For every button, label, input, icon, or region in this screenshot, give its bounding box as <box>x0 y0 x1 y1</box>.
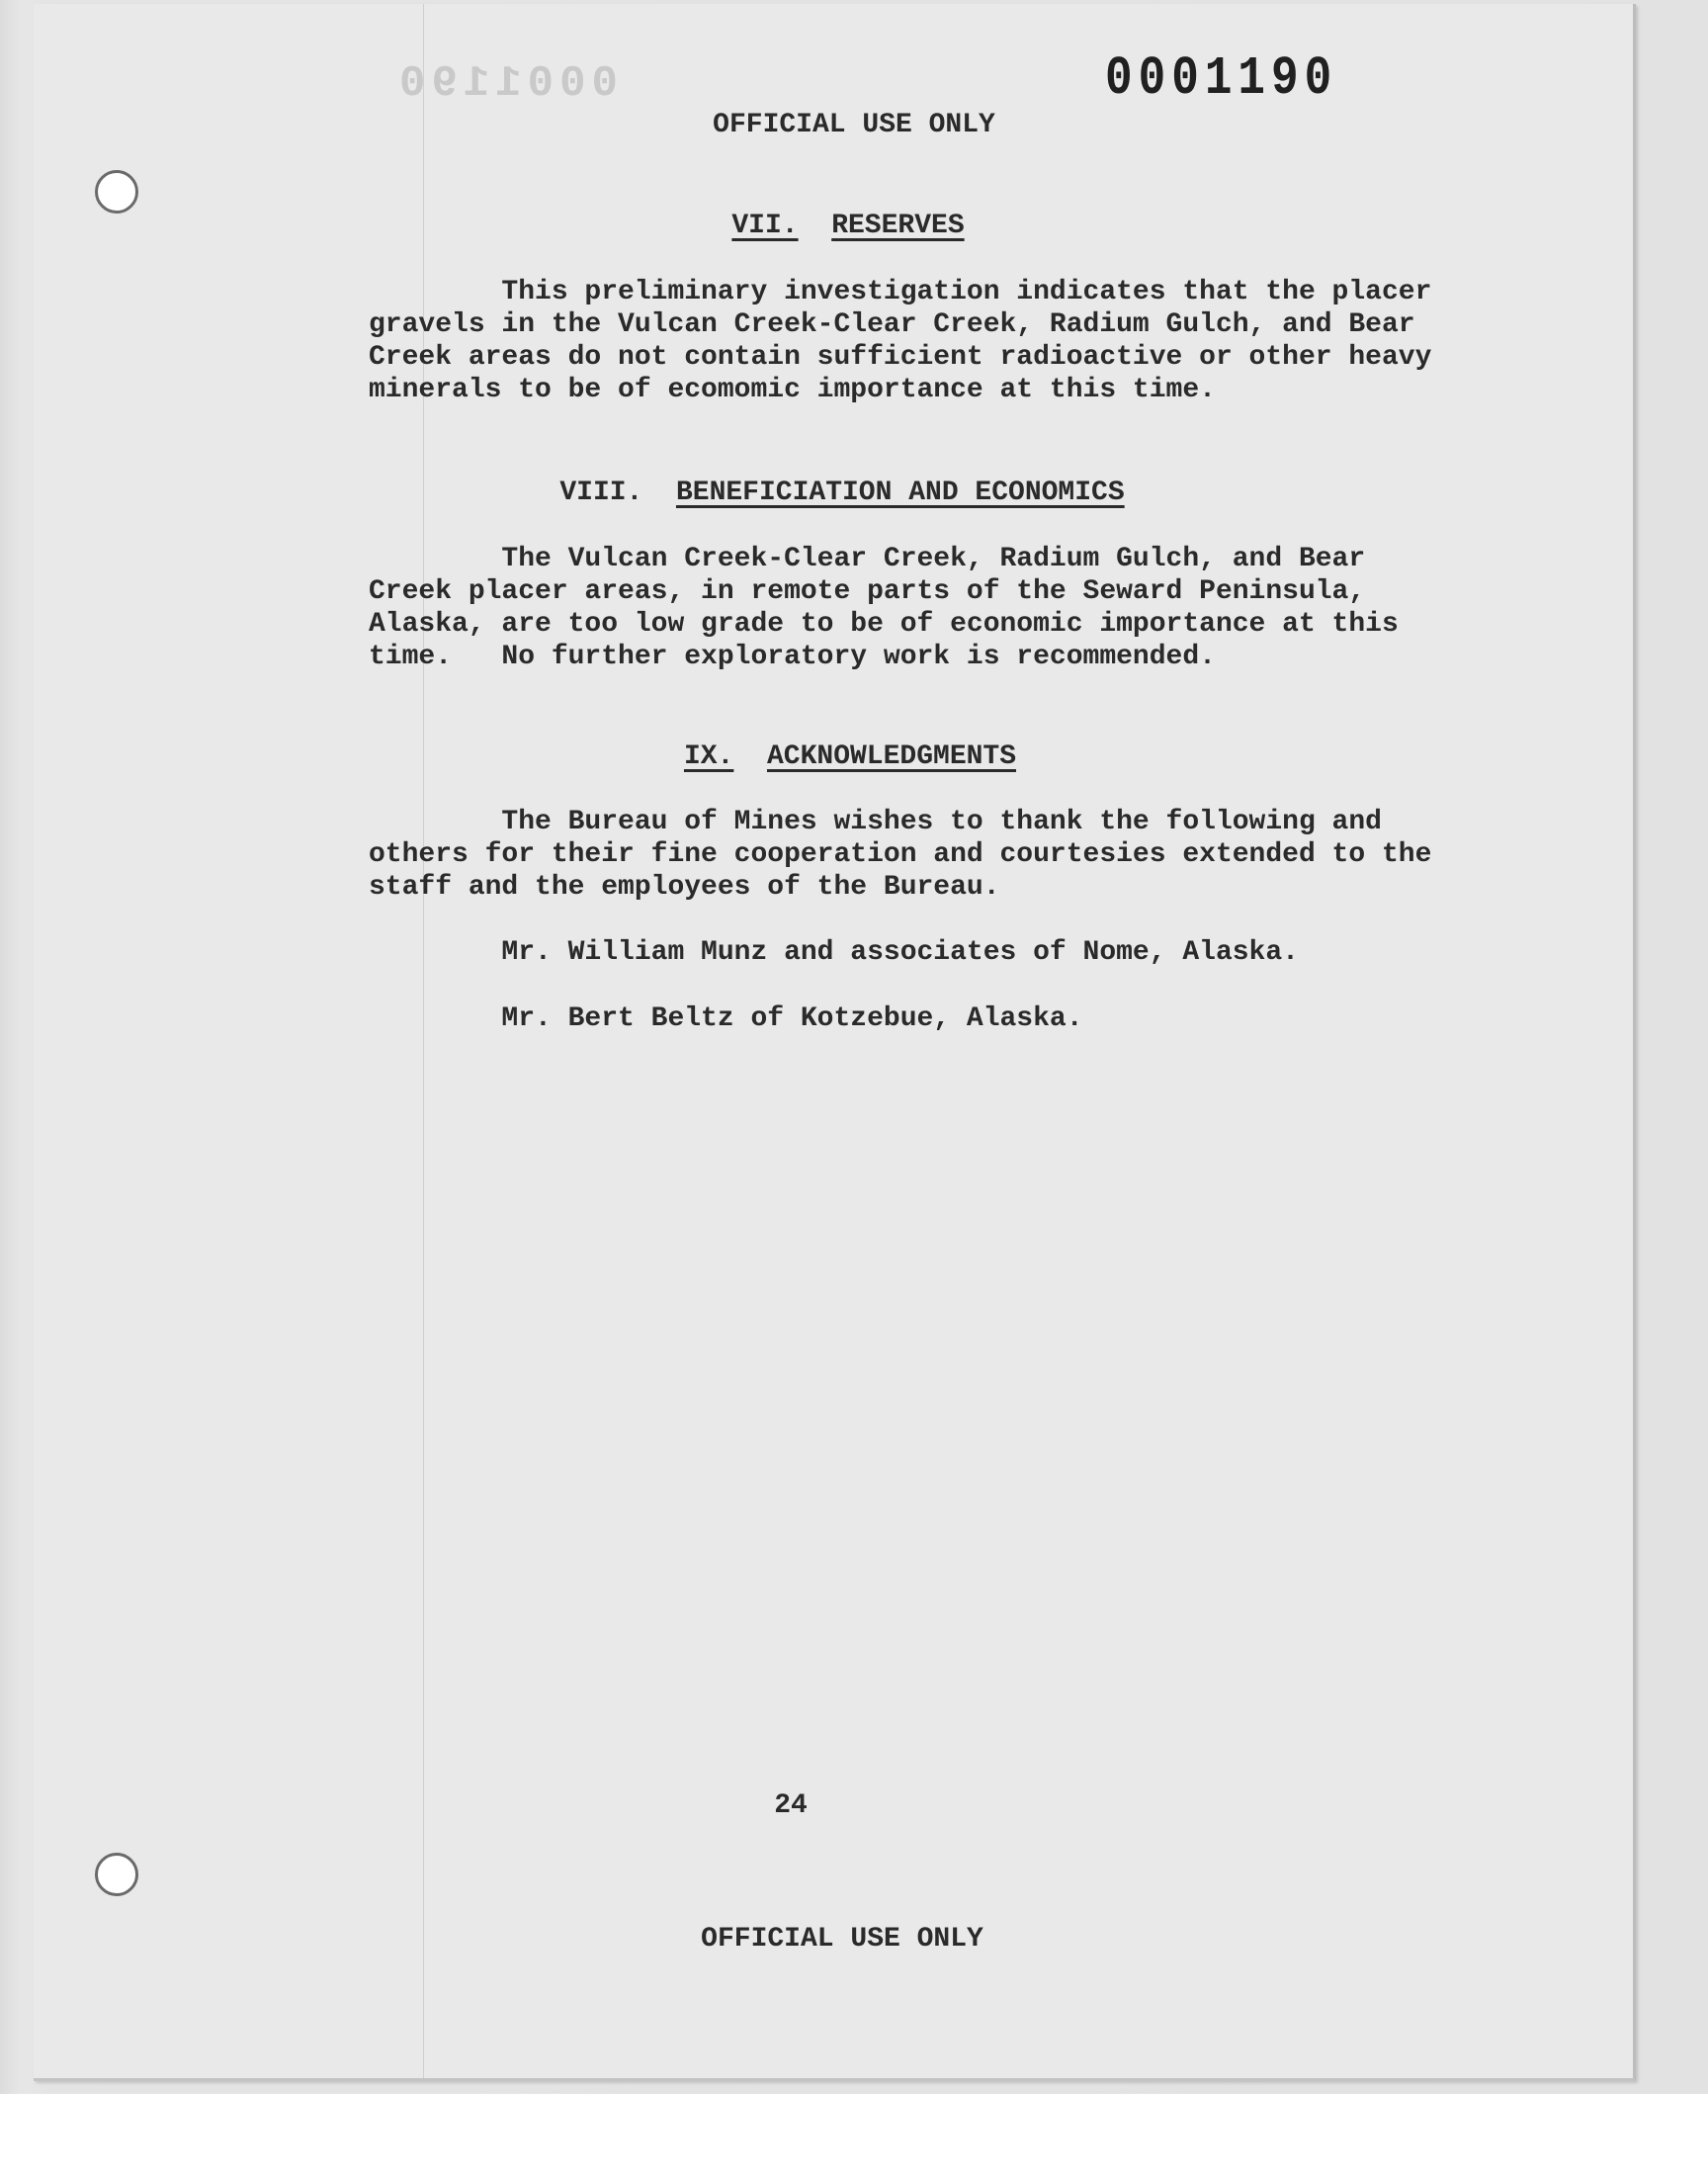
paragraph-reserves <box>369 276 1431 406</box>
text-line: Mr. Bert Beltz of Kotzebue, Alaska. <box>369 1003 1083 1034</box>
section-title: RESERVES <box>831 211 965 241</box>
page-number: 24 <box>774 1790 808 1821</box>
text-line: staff and the employees of the Bureau. <box>369 872 1000 903</box>
text-line: Mr. William Munz and associates of Nome, Alaska. <box>369 937 1299 968</box>
section-heading-acknowledgments <box>0 740 1704 773</box>
punch-hole-top <box>95 170 138 214</box>
header-classification: OFFICIAL USE ONLY <box>713 110 995 140</box>
section-heading-reserves <box>0 210 1702 242</box>
paragraph-beneficiation <box>369 543 1399 673</box>
section-numeral: VIII. <box>559 478 643 508</box>
section-numeral: VII. <box>731 211 799 241</box>
text-line: The Vulcan Creek-Clear Creek, Radium Gulch, and Bear <box>369 544 1366 574</box>
text-line: Creek placer areas, in remote parts of the Seward Peninsula, <box>369 576 1366 607</box>
text-line: time. No further exploratory work is recommended. <box>369 642 1216 672</box>
acknowledgment-beltz <box>369 1002 1083 1035</box>
acknowledgment-munz <box>369 936 1299 969</box>
punch-hole-bottom <box>95 1853 138 1896</box>
text-line: Creek areas do not contain sufficient radioactive or other heavy <box>369 342 1432 373</box>
paragraph-acknowledgments <box>369 806 1431 904</box>
section-heading-beneficiation <box>0 477 1696 509</box>
document-stamp-number: 0001190 <box>1105 48 1338 110</box>
text-line: minerals to be of ecomomic importance at this time. <box>369 375 1216 405</box>
text-line: gravels in the Vulcan Creek-Clear Creek, Radium Gulch, and Bear <box>369 309 1415 340</box>
section-numeral: IX. <box>683 741 734 772</box>
text-line: others for their fine cooperation and courtesies extended to the <box>369 839 1432 870</box>
section-title: ACKNOWLEDGMENTS <box>766 741 1017 772</box>
section-title: BENEFICIATION AND ECONOMICS <box>675 478 1125 508</box>
text-line: This preliminary investigation indicates that the placer <box>369 277 1432 307</box>
text-line: Alaska, are too low grade to be of economic importance at this <box>369 609 1399 640</box>
ghost-stamp-number: 0001190 <box>393 59 618 109</box>
text-line: The Bureau of Mines wishes to thank the following and <box>369 807 1382 837</box>
footer-classification: OFFICIAL USE ONLY <box>701 1924 983 1955</box>
